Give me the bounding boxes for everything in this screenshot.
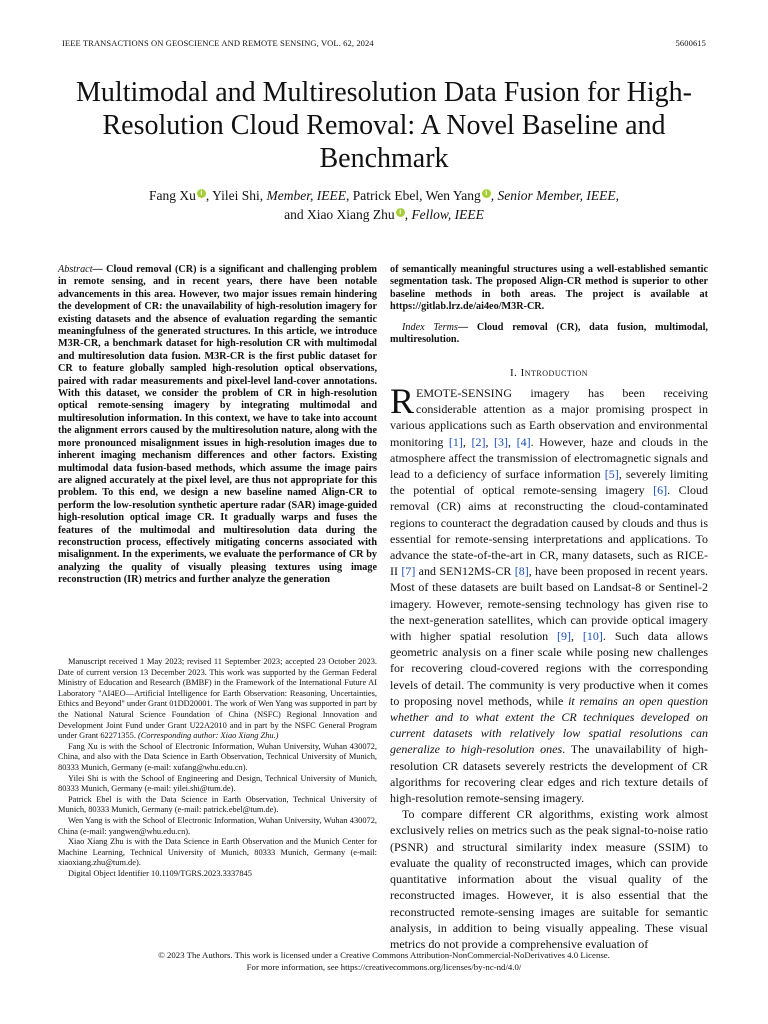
- citation-link[interactable]: [6]: [653, 483, 668, 498]
- index-terms-label: Index Terms: [402, 322, 458, 333]
- abstract: [58, 264, 377, 587]
- orcid-icon[interactable]: i: [197, 189, 206, 198]
- author-name: , Patrick Ebel, Wen Yang: [346, 188, 481, 203]
- abstract-label: Abstract: [58, 264, 93, 275]
- footnote: Manuscript received 1 May 2023; revised 11 September 2023; accepted 23 October 2023. Date of current version 13 December 2023. This work was supported by the German Federal Ministry of Education and Research (BMBF) in the Framework of the International Future AI Laboratory "AI4EO—Artificial Intelligence for Earth Observation: Reasoning, Uncertainties, Ethics and Beyond" under Grant 01DD20001. The work of Wen Yang was supported in part by the National Natural Science Foundation of China (NSFC) Regional Innovation and Development Joint Fund under Grant U22A2010 and in part by the NSFC General Program under Grant 62271355. (Corresponding author: Xiao Xiang Zhu.): [58, 657, 377, 741]
- index-terms-text: — Cloud removal (CR), data fusion, multimodal, multiresolution.: [390, 322, 708, 346]
- license-link[interactable]: For more information, see https://creativecommons.org/licenses/by-nc-nd/4.0/: [246, 961, 522, 972]
- author-list: Fang Xu i , Yilei Shi, Member, IEEE, Patrick Ebel, Wen Yang i , Senior Member, IEEE, and Xiao Xiang Zhu i , Fellow, IEEE: [149, 188, 619, 222]
- footnotes: [58, 657, 377, 879]
- running-header: [62, 38, 706, 48]
- paragraph: To compare different CR algorithms, existing work almost exclusively relies on metrics such as the peak signal-to-noise ratio (PSNR) and structural similarity index measure (SSIM) to evaluate the quality of reconstructed images, which can provide quantitative information about the visual quality of the reconstructed images. However, it is also essential that the reconstructed remote-sensing images are suitable for semantic analysis, in addition to being visually appealing. These visual metrics do not provide a comprehensive evaluation of: [390, 807, 708, 951]
- citation-link[interactable]: [1]: [448, 434, 463, 449]
- introduction-body: [390, 381, 709, 952]
- abstract-text: — Cloud removal (CR) is a significant and challenging problem in remote sensing, and in recent years, there have been notable advancements in this area. However, two major issues remain hindering the development of CR: the unavailability of high-resolution imagery for existing datasets and the absence of evaluation regarding the semantic meaningfulness of the generated structures. In this article, we introduce M3R-CR, a benchmark dataset for high-resolution CR with multimodal and multiresolution data fusion. M3R-CR is the first public dataset for CR to feature globally sampled high-resolution optical observations, paired with radar measurements and pixel-level land-cover annotations. With this dataset, we consider the problem of CR in high-resolution optical remote-sensing imagery by integrating multimodal and multiresolution information. In this context, we have to take into account the alignment errors caused by the multiresolution nature, along with the more pronounced misalignment issues in high-resolution images due to inherent imaging mechanism differences and other factors. Existing multimodal data fusion-based methods, which assume the image pairs are aligned accurately at the pixel level, are thus not appropriate for this problem. To this end, we design a new baseline named Align-CR to perform the low-resolution synthetic aperture radar (SAR) image-guided high-resolution optical image CR. It gradually warps and fuses the features of the multimodal and multiresolution data during the reconstruction process, effectively mitigating concerns associated with misalignment. In the experiments, we evaluate the performance of CR by analyzing the quality of visually pleasing textures using image reconstruction (IR) metrics and further analyze the generation: [58, 264, 377, 586]
- emphasis: it remains an open question whether and to what extent the CR techniques developed on current datasets with relatively low spatial resolutions can generalize to high-resolution ones: [390, 693, 708, 757]
- footnote: Wen Yang is with the School of Electronic Information, Wuhan University, Wuhan 430072, China (e-mail: yangwen@whu.edu.cn).: [58, 815, 377, 836]
- doi: Digital Object Identifier 10.1109/TGRS.2023.3337845: [68, 868, 252, 878]
- citation-link[interactable]: [7]: [401, 564, 416, 579]
- paper-title: Multimodal and Multiresolution Data Fusion for High-Resolution Cloud Removal: A Novel Baseline and Benchmark: [76, 77, 692, 174]
- orcid-icon[interactable]: i: [482, 189, 491, 198]
- author-name: Fang Xu: [149, 188, 196, 203]
- paragraph: REMOTE-SENSING imagery has been receiving considerable attention as a major promising prospect in various applications such as Earth observation and environmental monitoring [1], [2], [3], [4]. However, haze and clouds in the atmosphere affect the transmission of electromagnetic signals and lead to a deficiency of surface information [5], severely limiting the potential of optical remote-sensing imagery [6]. Cloud removal (CR) aims at reconstructing the cloud-contaminated regions to counteract the degradation caused by clouds and thus is essential for remote-sensing interpretations and applications. To advance the state-of-the-art in CR, many datasets, such as RICE-II [7] and SEN12MS-CR [8], have been proposed in recent years. Most of these datasets are built based on Landsat-8 or Sentinel-2 imagery. However, remote-sensing technology has given rise to the next-generation satellites, which can provide optical imagery with higher spatial resolution [9], [10]. Such data allows geometric analysis on a finer scale while posing new challenges for recovering cloud-covered regions with the corresponding levels of detail. The community is very productive when it comes to proposing novel methods, while it remains an open question whether and to what extent the CR techniques developed on current datasets with relatively low spatial resolutions can generalize to high-resolution ones. The unavailability of high-resolution CR datasets severely restricts the development of CR algorithms for recovering clear edges and rich texture details of high-resolution remote-sensing imagery.: [390, 381, 709, 806]
- citation-link[interactable]: [4]: [516, 434, 531, 449]
- license-footer: [40, 950, 728, 973]
- citation-link[interactable]: [3]: [494, 434, 509, 449]
- section-heading: I. Introduction: [509, 367, 589, 379]
- citation-link[interactable]: [8]: [514, 564, 529, 579]
- journal-name: IEEE TRANSACTIONS ON GEOSCIENCE AND REMOTE SENSING, VOL. 62, 2024: [62, 38, 374, 48]
- license-line: © 2023 The Authors. This work is licensed under a Creative Commons Attribution-NonCommercial-NoDerivatives 4.0 License.: [158, 950, 610, 960]
- index-terms: [390, 322, 708, 347]
- footnote: Fang Xu is with the School of Electronic Information, Wuhan University, Wuhan 430072, China, and also with the Data Science in Earth Observation, Technical University of Munich, 80333 Munich, Germany (e-mail: xufang@whu.edu.cn).: [58, 741, 377, 772]
- citation-link[interactable]: [2]: [471, 434, 486, 449]
- citation-link[interactable]: [10]: [582, 629, 603, 644]
- footnote: Xiao Xiang Zhu is with the Data Science in Earth Observation and the Munich Center for Machine Learning, Technical University of Munich, 80333 Munich, Germany (e-mail: xiaoxiang.zhu@tum.de).: [58, 837, 377, 868]
- citation-link[interactable]: [9]: [557, 629, 571, 644]
- author-name: , Yilei Shi,: [205, 188, 267, 203]
- citation-link[interactable]: [5]: [604, 467, 619, 482]
- drop-cap: R: [390, 381, 415, 421]
- footnote: Yilei Shi is with the School of Engineering and Design, Technical University of Munich, 80333 Munich, Germany (e-mail: yilei.shi@tum.de).: [58, 773, 377, 794]
- orcid-icon[interactable]: i: [396, 208, 405, 217]
- author-role: , Senior Member, IEEE,: [490, 188, 619, 203]
- footnote: Patrick Ebel is with the Data Science in Earth Observation, Technical University of Munich, 80333 Munich, Germany (e-mail: patrick.ebel@tum.de).: [58, 794, 377, 815]
- author-role: Fellow, IEEE: [411, 207, 484, 222]
- author-role: Member, IEEE: [266, 188, 346, 203]
- article-number: 5600615: [675, 38, 706, 48]
- abstract-continued: of semantically meaningful structures using a well-established semantic segmentation task. The proposed Align-CR method is superior to other baseline methods in both areas. The project is available at https://gitlab.lrz.de/ai4eo/M3R-CR.: [390, 264, 708, 313]
- author-name: and Xiao Xiang Zhu: [284, 207, 395, 222]
